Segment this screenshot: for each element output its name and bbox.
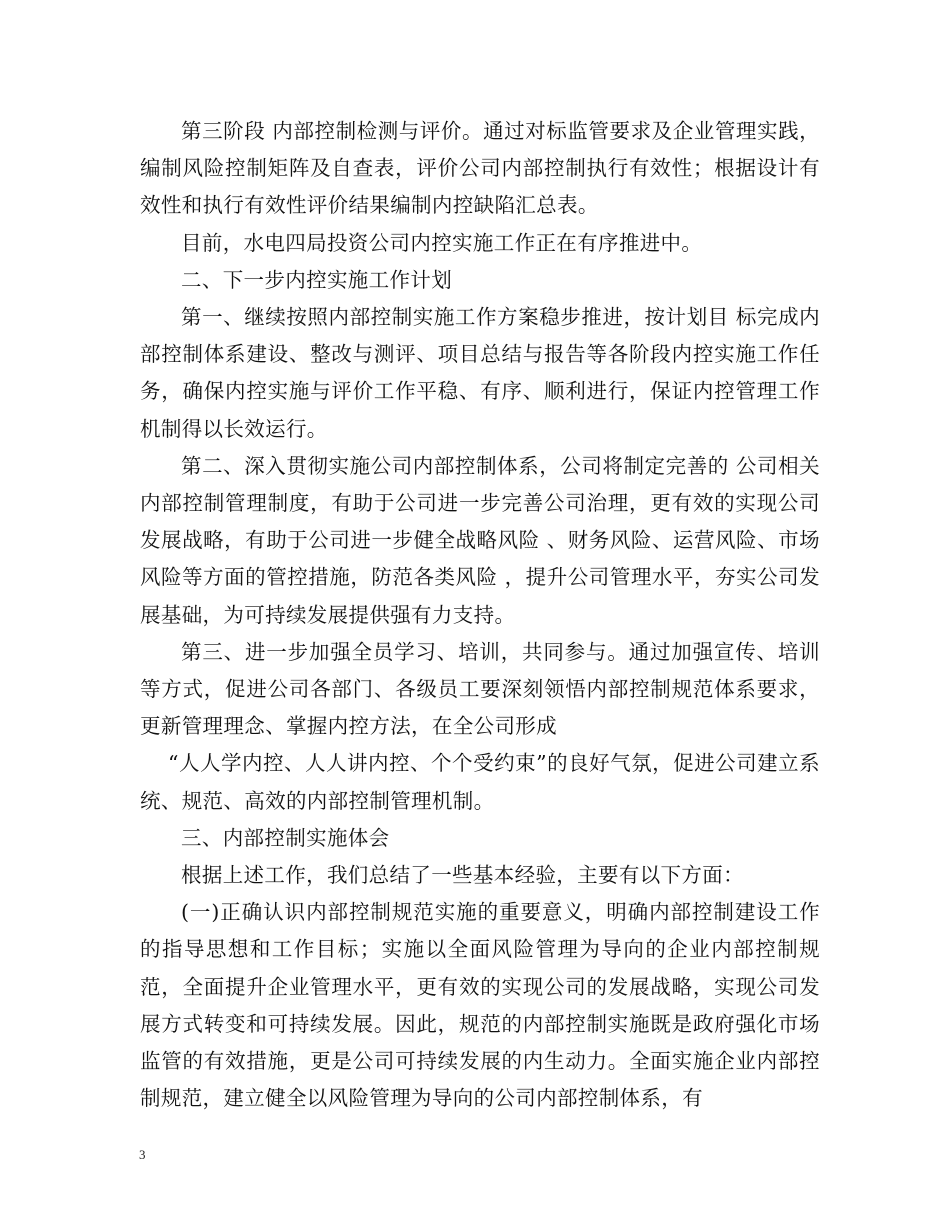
paragraph-experience-intro: 根据上述工作，我们总结了一些基本经验，主要有以下方面： bbox=[181, 863, 744, 888]
paragraph-experience-one: (一)正确认识内部控制规范实施的重要意义，明确内部控制建设工作的指导思想和工作目标；实施以全面风险管理为导向的企业内部控制规范，全面提升企业管理水平，更有效的实现公司的发展战略，实现公司发展方式转变和可持续发展。因此，规范的内部控制实施既是政府强化市场监管的有效措施，更是公司可持续发展的内生动力。全面实施企业内部控制规范，建立健全以风险管理为导向的公司内部控制体系，有 bbox=[140, 900, 820, 1111]
document-body bbox=[140, 113, 820, 1117]
paragraph-plan-third: 第三、进一步加强全员学习、培训，共同参与。通过加强宣传、培训等方式，促进公司各部门、各级员工要深刻领悟内部控制规范体系要求，更新管理理念、掌握内控方法，在全公司形成 bbox=[140, 639, 820, 739]
section-heading-next-plan: 二、下一步内控实施工作计划 bbox=[181, 267, 453, 292]
paragraph-plan-third-continued: “人人学内控、人人讲内控、个个受约束”的良好气氛，促进公司建立系统、规范、高效的内部控制管理机制。 bbox=[140, 751, 820, 813]
section-heading-experience: 三、内部控制实施体会 bbox=[181, 825, 390, 850]
paragraph-stage-three: 第三阶段 内部控制检测与评价。通过对标监管要求及企业管理实践，编制风险控制矩阵及自查表，评价公司内部控制执行有效性；根据设计有效性和执行有效性评价结果编制内控缺陷汇总表。 bbox=[140, 119, 820, 218]
page-number: 3 bbox=[139, 1147, 146, 1162]
paragraph-plan-second: 第二、深入贯彻实施公司内部控制体系，公司将制定完善的 公司相关内部控制管理制度，有助于公司进一步完善公司治理，更有效的实现公司发展战略，有助于公司进一步健全战略风险 、财务风险、运营风险、市场风险等方面的管控措施，防范各类风险 ，提升公司管理水平，夯实公司发展基础，为可持续发展提供强有力支持。 bbox=[140, 453, 820, 627]
paragraph-plan-first: 第一、继续按照内部控制实施工作方案稳步推进，按计划目 标完成内部控制体系建设、整改与测评、项目总结与报告等各阶段内控实施工作任务，确保内控实施与评价工作平稳、有序、顺利进行，保证内控管理工作机制得以长效运行。 bbox=[140, 305, 820, 441]
paragraph-current-progress: 目前，水电四局投资公司内控实施工作正在有序推进中。 bbox=[181, 230, 703, 255]
